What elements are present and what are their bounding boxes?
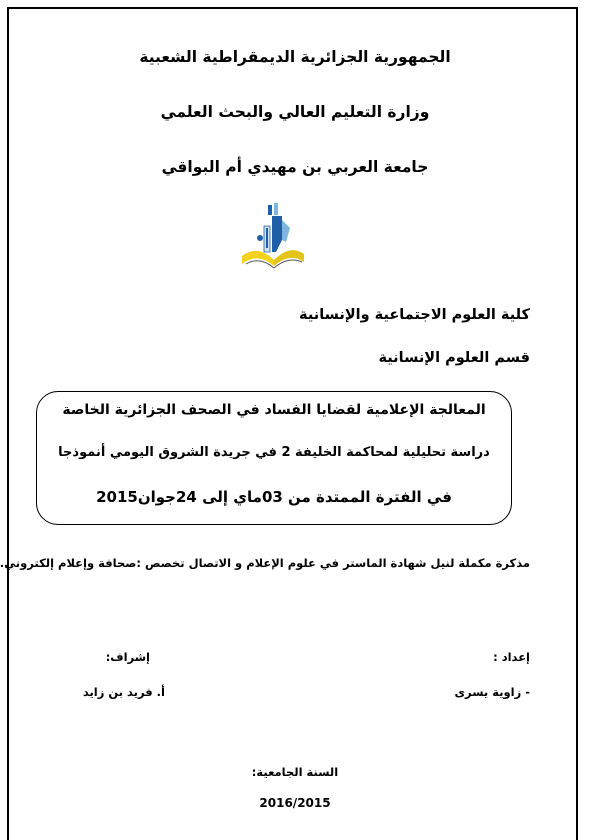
supervisor-name: أ. فريد بن زايد bbox=[82, 685, 165, 699]
memo-note: مذكرة مكملة لنيل شهادة الماستر في علوم الإعلام و الاتصال تخصص :صحافة وإعلام إلكتروني. bbox=[0, 556, 530, 570]
thesis-title: المعالجة الإعلامية لقضايا الفساد في الصحف الجزائرية الخاصة bbox=[62, 402, 486, 418]
republic-heading: الجمهورية الجزائرية الديمقراطية الشعبية bbox=[139, 48, 451, 66]
university-heading: جامعة العربي بن مهيدي أم البواقي bbox=[161, 158, 429, 176]
department-label: قسم العلوم الإنسانية bbox=[378, 350, 530, 366]
academic-year-value: 2016/2015 bbox=[259, 796, 331, 810]
faculty-label: كلية العلوم الاجتماعية والإنسانية bbox=[299, 307, 530, 323]
thesis-subtitle: دراسة تحليلية لمحاكمة الخليفة 2 في جريدة الشروق اليومي أنموذجا bbox=[58, 445, 490, 460]
university-logo-icon bbox=[238, 200, 308, 275]
student-name: - زاوية يسرى bbox=[454, 685, 530, 699]
academic-year-label: السنة الجامعية: bbox=[251, 765, 339, 779]
ministry-heading: وزارة التعليم العالي والبحث العلمي bbox=[160, 103, 430, 121]
prepared-by-label: إعداد : bbox=[493, 650, 530, 664]
supervised-by-label: إشراف: bbox=[105, 650, 150, 664]
thesis-period: في الفترة الممتدة من 03ماي إلى 24جوان2015 bbox=[96, 488, 452, 506]
